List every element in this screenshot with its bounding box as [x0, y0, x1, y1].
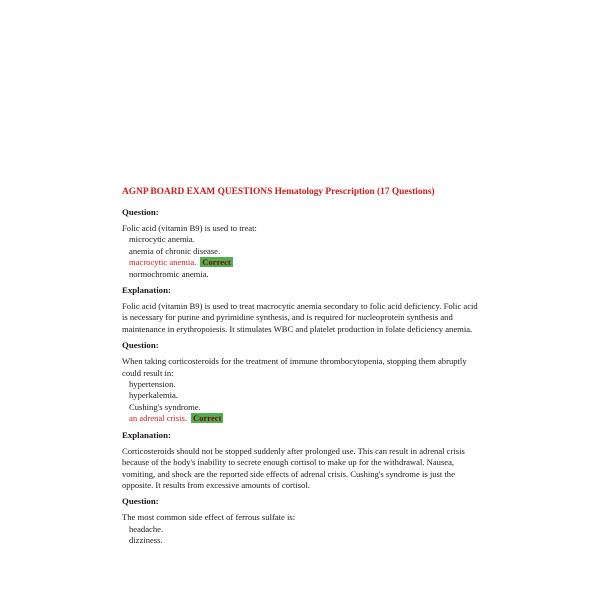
- answer-option: microcytic anemia.: [129, 234, 195, 245]
- answer-option-correct: [129, 257, 482, 268]
- answer-option: hyperkalemia.: [129, 390, 178, 401]
- question-stem: When taking corticosteroids for the treatment of immune thrombocytopenia, stopping them abruptly could result in:: [122, 356, 467, 378]
- answer-options: [122, 379, 482, 425]
- document-title: AGNP BOARD EXAM QUESTIONS Hematology Prescription (17 Questions): [122, 187, 435, 197]
- explanation-text: Folic acid (vitamin B9) is used to treat macrocytic anemia secondary to folic acid deficiency. Folic acid is necessary for purine and pyrimidine synthesis, and is required for nucleoprotein synthesis and maintenance in erythropoiesis. It stimulates WBC and platelet production in folate deficiency anemia.: [122, 301, 478, 334]
- answer-option: hypertension.: [129, 379, 176, 390]
- answer-option: normochromic anemia.: [129, 268, 209, 279]
- question-label: Question:: [122, 207, 159, 217]
- answer-option: dizziness.: [129, 535, 163, 546]
- explanation-text: Corticosteroids should not be stopped suddenly after prolonged use. This can result in adrenal crisis because of the body's inability to secrete enough cortisol to make up for the withdrawal. Nausea, vomiting, and shock are the reported side effects of adrenal crisis. Cushing's syndrome is just the opposite. It results from excessive amounts of cortisol.: [122, 445, 465, 490]
- answer-text: an adrenal crisis.: [129, 413, 187, 424]
- correct-badge: Correct: [202, 257, 231, 268]
- answer-option-correct: [129, 413, 482, 424]
- answer-options: [122, 234, 482, 280]
- question-stem: The most common side effect of ferrous sulfate is:: [122, 512, 296, 523]
- question-stem: Folic acid (vitamin B9) is used to treat:: [122, 223, 257, 233]
- document-page: [122, 186, 482, 552]
- question-label: Question:: [122, 340, 159, 351]
- explanation-label: Explanation:: [122, 285, 171, 296]
- question-block-2: [122, 340, 482, 491]
- answer-option: Cushing's syndrome.: [129, 401, 201, 412]
- answer-option: headache.: [129, 523, 164, 534]
- answer-options: [122, 524, 482, 547]
- answer-option: anemia of chronic disease.: [129, 245, 221, 256]
- explanation-label: Explanation:: [122, 429, 171, 440]
- question-block-1: [122, 207, 482, 335]
- answer-text: macrocytic anemia.: [129, 257, 197, 268]
- question-label: Question:: [122, 496, 159, 507]
- question-block-3: [122, 496, 482, 546]
- correct-badge: Correct: [192, 413, 222, 424]
